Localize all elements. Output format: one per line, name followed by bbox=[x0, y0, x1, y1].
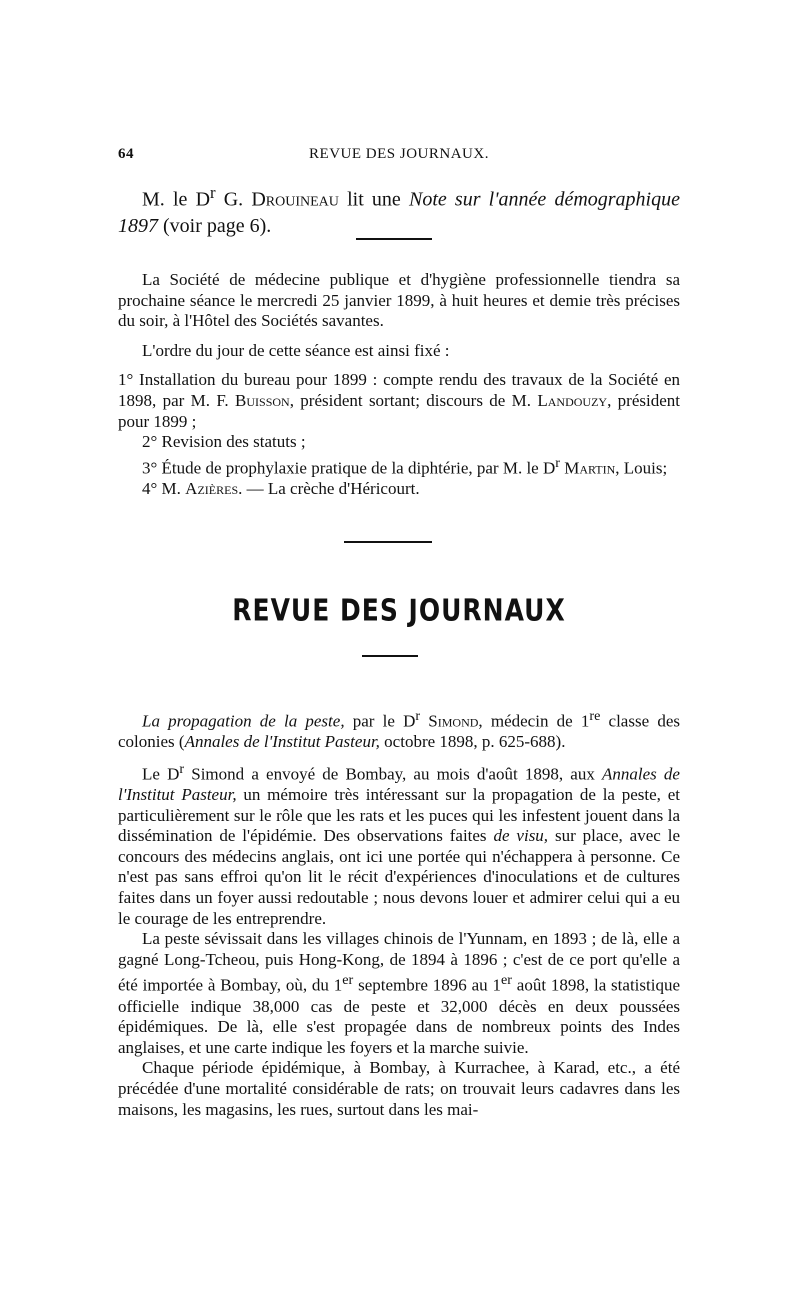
separator-rule bbox=[344, 541, 432, 543]
announcement-block bbox=[118, 270, 680, 500]
note-paragraph: M. le $D^r$ G. Drouineau lit une Note sur l'année démographique 1897 (voir page 6). bbox=[118, 183, 680, 237]
author-name: Drouineau bbox=[251, 188, 339, 211]
article-paragraph: La peste sévissait dans les villages chinois de l'Yunnam, en 1893 ; de là, elle a gagné Long-Tcheou, puis Hong-Kong, de 1894 à 1896 ; c'est de ce port qu'elle a été importée à Bombay, où, du 1er septembre 1896 au 1er août 1898, la statistique officielle indique 38,000 cas de peste et 32,000 décès en deux poussées épidémiques. De là, elle s'est propagée dans de nombreux points des Indes anglaises, et une carte indique les foyers et la marche suivie. bbox=[118, 929, 680, 1057]
section-title: REVUE DES JOURNAUX bbox=[232, 593, 566, 628]
announcement-paragraph: La Société de médecine publique et d'hygiène professionnelle tiendra sa prochaine séance le mercredi 25 janvier 1899, à huit heures et demie très précises du soir, à l'Hôtel des Sociétés savantes. bbox=[118, 270, 680, 331]
agenda-item-3: 3° Étude de prophylaxie pratique de la diphtérie, par M. le $D^r$ Martin, Louis; bbox=[142, 454, 668, 478]
order-intro: L'ordre du jour de cette séance est ainsi fixé : bbox=[142, 340, 450, 360]
note-title: Note sur l'année démographique 1897 bbox=[118, 188, 680, 237]
article-title: La propagation de la peste, bbox=[142, 711, 345, 731]
article-citation: La propagation de la peste, par le $D^r$ Simond, médecin de 1re classe des colonies (Annales de l'Institut Pasteur, octobre 1898, p. 625-688). bbox=[118, 708, 680, 752]
agenda-item-4: 4° M. Azières. — La crèche d'Héricourt. bbox=[142, 479, 420, 498]
running-title: REVUE DES JOURNAUX. bbox=[309, 146, 489, 162]
article-paragraph: Chaque période épidémique, à Bombay, à Kurrachee, à Karad, etc., a été précédée d'une mortalité considérable de rats; on trouvait leurs cadavres dans les maisons, les magasins, les rues, surtout dans les mai- bbox=[118, 1058, 680, 1119]
agenda-item-1: 1° Installation du bureau pour 1899 : compte rendu des travaux de la Société en 1898, par M. F. Buisson, président sortant; discours de M. Landouzy, président pour 1899 ; bbox=[118, 370, 680, 431]
article-paragraph: Le $D^r$ Simond a envoyé de Bombay, au mois d'août 1898, aux Annales de l'Institut Pasteur, un mémoire très intéressant sur la propagation de la peste, et particulièrement sur le rôle que les rats et les puces qui les infestent jouent dans la dissémination de l'épidémie. Des observations faites de visu, sur place, avec le concours des médecins anglais, ont ici une portée qui n'échappera à personne. Ce n'est pas sans effroi qu'on lit le récit d'expériences d'inoculations et de cultures faites dans un foyer aussi redoutable ; nous devons louer et admirer celui qui a eu le courage de les entreprendre. bbox=[118, 760, 681, 928]
separator-rule bbox=[362, 655, 418, 657]
agenda-item-2: 2° Revision des statuts ; bbox=[142, 432, 306, 452]
separator-rule bbox=[356, 238, 432, 240]
page-number: 64 bbox=[118, 146, 134, 162]
article-block bbox=[118, 706, 680, 1120]
